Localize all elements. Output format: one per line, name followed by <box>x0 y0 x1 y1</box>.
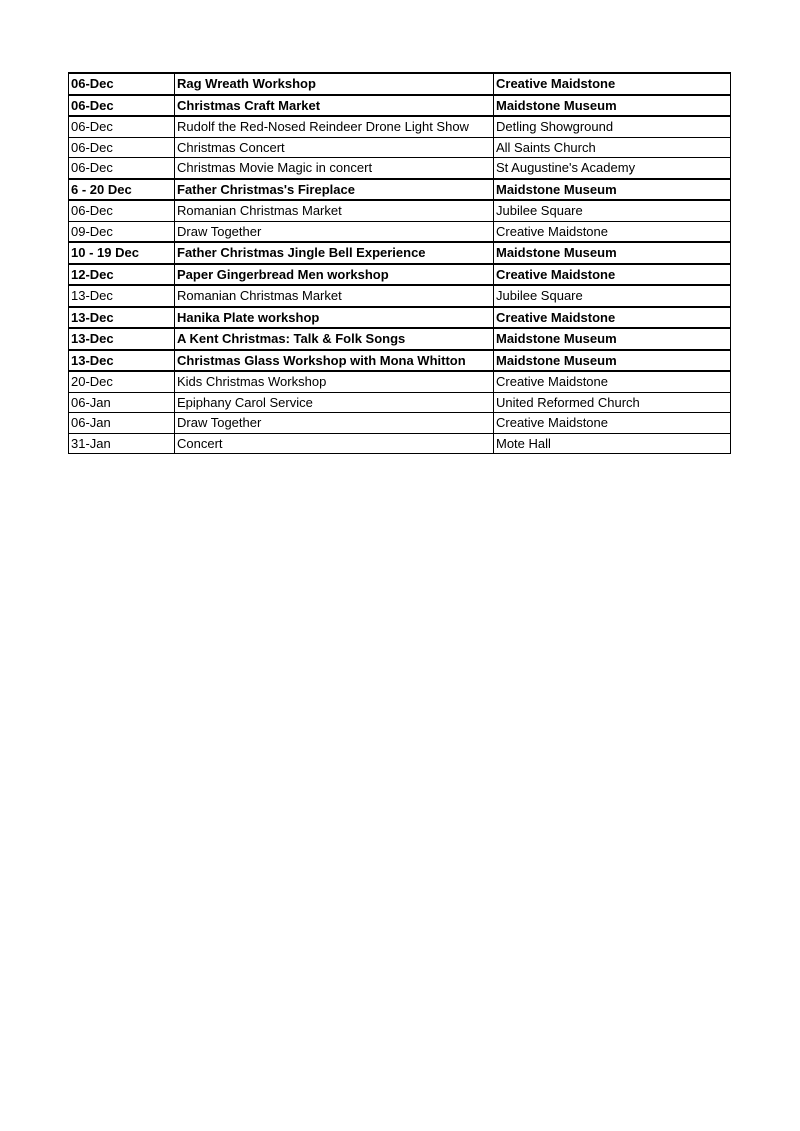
table-row <box>69 158 731 179</box>
table-row <box>69 179 731 201</box>
event-title: A Kent Christmas: Talk & Folk Songs <box>175 328 494 350</box>
event-title: Hanika Plate workshop <box>175 307 494 329</box>
event-date: 13-Dec <box>69 350 175 372</box>
event-date: 06-Dec <box>69 73 175 95</box>
event-venue: All Saints Church <box>494 137 731 158</box>
event-title: Christmas Concert <box>175 137 494 158</box>
event-date: 10 - 19 Dec <box>69 242 175 264</box>
event-venue: Creative Maidstone <box>494 264 731 286</box>
events-table-body <box>69 73 731 454</box>
event-venue: St Augustine's Academy <box>494 158 731 179</box>
event-title: Rag Wreath Workshop <box>175 73 494 95</box>
table-row <box>69 95 731 117</box>
table-row <box>69 392 731 413</box>
table-row <box>69 73 731 95</box>
event-date: 06-Dec <box>69 200 175 221</box>
table-row <box>69 137 731 158</box>
event-date: 12-Dec <box>69 264 175 286</box>
table-row <box>69 264 731 286</box>
event-title: Kids Christmas Workshop <box>175 371 494 392</box>
event-title: Concert <box>175 433 494 454</box>
event-venue: Creative Maidstone <box>494 307 731 329</box>
event-date: 06-Dec <box>69 158 175 179</box>
event-date: 31-Jan <box>69 433 175 454</box>
event-date: 20-Dec <box>69 371 175 392</box>
table-row <box>69 242 731 264</box>
event-title: Father Christmas's Fireplace <box>175 179 494 201</box>
event-date: 13-Dec <box>69 285 175 307</box>
event-date: 06-Dec <box>69 137 175 158</box>
event-date: 06-Jan <box>69 392 175 413</box>
event-title: Romanian Christmas Market <box>175 285 494 307</box>
table-row <box>69 200 731 221</box>
event-title: Romanian Christmas Market <box>175 200 494 221</box>
event-date: 6 - 20 Dec <box>69 179 175 201</box>
table-row <box>69 116 731 137</box>
event-venue: Jubilee Square <box>494 200 731 221</box>
event-title: Christmas Glass Workshop with Mona Whitton <box>175 350 494 372</box>
event-title: Father Christmas Jingle Bell Experience <box>175 242 494 264</box>
table-row <box>69 307 731 329</box>
event-venue: United Reformed Church <box>494 392 731 413</box>
event-venue: Maidstone Museum <box>494 95 731 117</box>
table-row <box>69 328 731 350</box>
event-venue: Detling Showground <box>494 116 731 137</box>
table-row <box>69 285 731 307</box>
event-title: Rudolf the Red-Nosed Reindeer Drone Light Show <box>175 116 494 137</box>
event-date: 13-Dec <box>69 328 175 350</box>
event-date: 06-Dec <box>69 95 175 117</box>
event-venue: Maidstone Museum <box>494 350 731 372</box>
event-title: Christmas Movie Magic in concert <box>175 158 494 179</box>
event-date: 09-Dec <box>69 221 175 242</box>
event-venue: Jubilee Square <box>494 285 731 307</box>
event-date: 06-Jan <box>69 413 175 434</box>
event-venue: Creative Maidstone <box>494 73 731 95</box>
event-title: Draw Together <box>175 413 494 434</box>
event-date: 06-Dec <box>69 116 175 137</box>
event-venue: Mote Hall <box>494 433 731 454</box>
event-venue: Maidstone Museum <box>494 328 731 350</box>
event-venue: Maidstone Museum <box>494 179 731 201</box>
event-venue: Maidstone Museum <box>494 242 731 264</box>
table-row <box>69 433 731 454</box>
event-date: 13-Dec <box>69 307 175 329</box>
table-row <box>69 350 731 372</box>
event-title: Epiphany Carol Service <box>175 392 494 413</box>
events-table <box>68 72 731 454</box>
table-row <box>69 413 731 434</box>
event-venue: Creative Maidstone <box>494 371 731 392</box>
event-title: Christmas Craft Market <box>175 95 494 117</box>
event-title: Draw Together <box>175 221 494 242</box>
event-venue: Creative Maidstone <box>494 221 731 242</box>
event-venue: Creative Maidstone <box>494 413 731 434</box>
event-title: Paper Gingerbread Men workshop <box>175 264 494 286</box>
table-row <box>69 221 731 242</box>
table-row <box>69 371 731 392</box>
